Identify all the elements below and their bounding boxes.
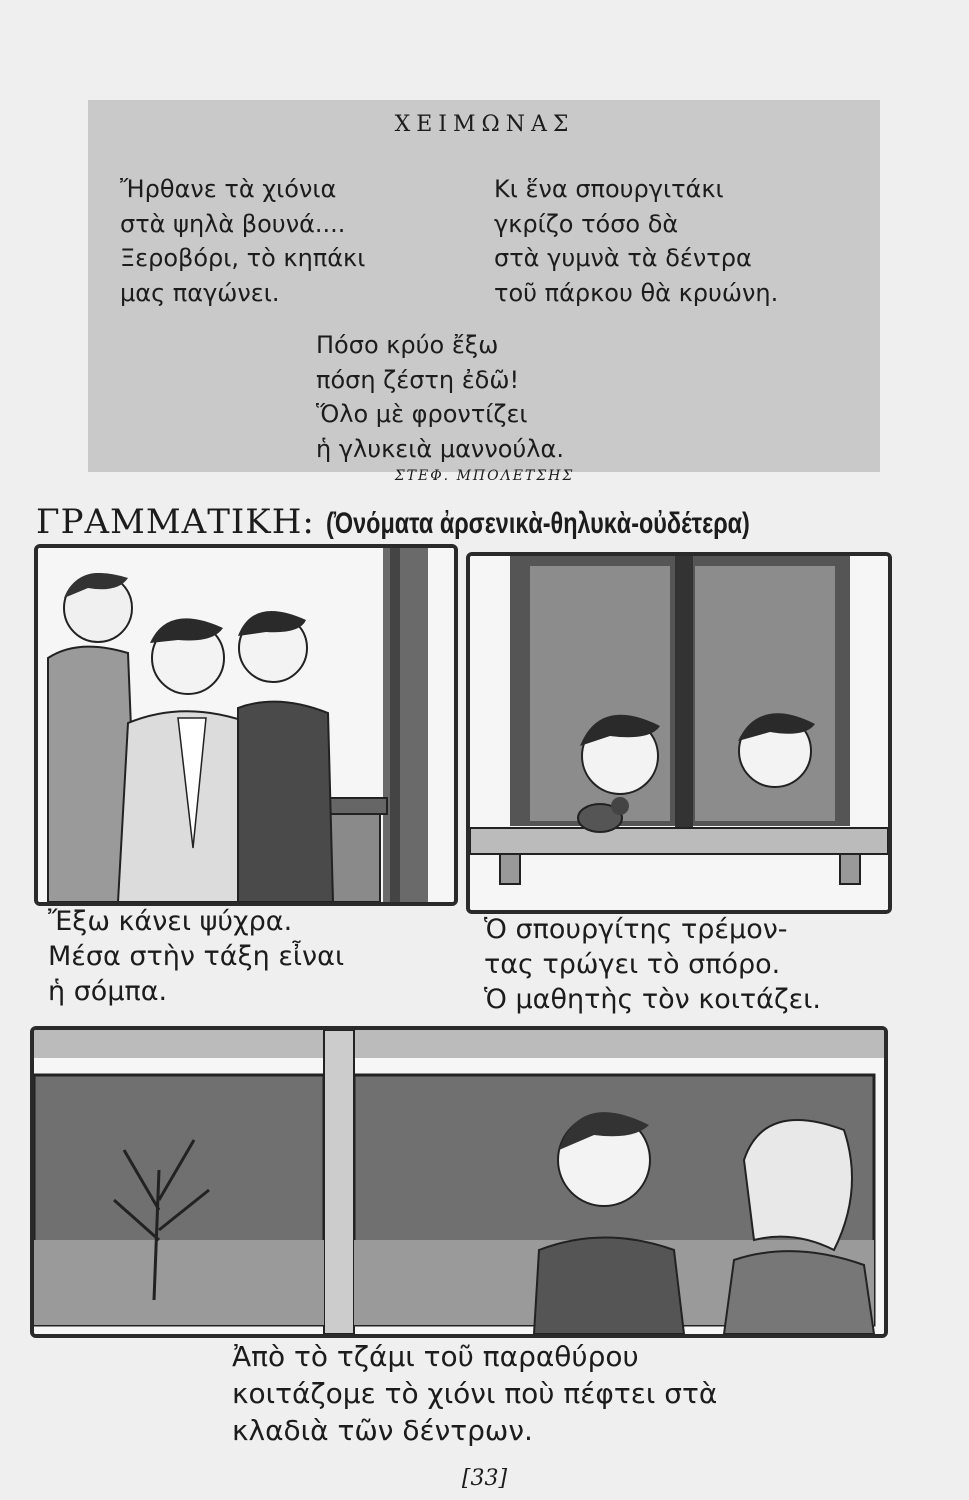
caption-line: Μέσα στὴν τάξη εἶναι — [48, 941, 345, 972]
poem-line: Πόσο κρύο ἔξω — [316, 331, 499, 359]
poem-line: πόση ζέστη ἐδῶ! — [316, 365, 520, 394]
illustration-snowy-window — [30, 1026, 888, 1338]
poem-stanza-1 — [120, 172, 365, 310]
poem-line: Ὅλο μὲ φροντίζει — [316, 400, 528, 428]
panel-1-caption — [48, 904, 344, 1009]
caption-line: κλαδιὰ τῶν δέντρων. — [232, 1414, 533, 1447]
poem-title: ΧΕΙΜΩΝΑΣ — [394, 112, 575, 137]
poem-stanza-3 — [316, 328, 564, 466]
caption-line: Ὁ σπουργίτης τρέμον- — [484, 914, 788, 945]
poem-line: Κι ἕνα σπουργιτάκι — [494, 175, 724, 203]
poem-line: στὰ ψηλὰ βουνά.... — [120, 209, 346, 238]
poem-line: Ξεροβόρι, τὸ κηπάκι — [120, 244, 366, 272]
boys-classroom-drawing — [38, 548, 454, 902]
poem-line: μας παγώνει. — [120, 278, 280, 307]
poem-stanza-2 — [494, 172, 778, 310]
poem-line: ἡ γλυκειὰ μαννούλα. — [316, 434, 564, 463]
sparrow-window-drawing — [470, 556, 888, 910]
panel-3-caption — [232, 1338, 717, 1449]
poem-line: στὰ γυμνὰ τὰ δέντρα — [494, 244, 752, 272]
page-number: [33] — [461, 1466, 508, 1491]
grammar-heading — [36, 502, 869, 542]
illustration-boys-classroom — [34, 544, 458, 906]
grammar-title: ΓΡΑΜΜΑΤΙΚΗ: — [36, 502, 315, 542]
caption-line: Ὁ μαθητὴς τὸν κοιτάζει. — [484, 984, 821, 1015]
caption-line: ἡ σόμπα. — [48, 976, 168, 1007]
poem-line: τοῦ πάρκου θὰ κρυώνη. — [494, 278, 779, 307]
snowy-window-drawing — [34, 1030, 884, 1334]
illustration-sparrow-window — [466, 552, 892, 914]
panel-2-caption — [484, 912, 821, 1017]
caption-line: Ἀπὸ τὸ τζάμι τοῦ παραθύρου — [232, 1340, 639, 1373]
grammar-subtitle: (Ὀνόματα ἀρσενικὰ-θηλυκὰ-οὐδέτερα) — [325, 507, 750, 540]
poem-line: Ἤρθανε τὰ χιόνια — [120, 175, 337, 203]
caption-line: Ἔξω κάνει ψύχρα. — [48, 906, 293, 937]
caption-line: τας τρώγει τὸ σπόρο. — [484, 949, 781, 980]
poem-line: γκρίζο τόσο δὰ — [494, 209, 679, 238]
poem-author: ΣΤΕΦ. ΜΠΟΛΕΤΣΗΣ — [394, 468, 575, 484]
caption-line: κοιτάζομε τὸ χιόνι ποὺ πέφτει στὰ — [232, 1377, 718, 1410]
